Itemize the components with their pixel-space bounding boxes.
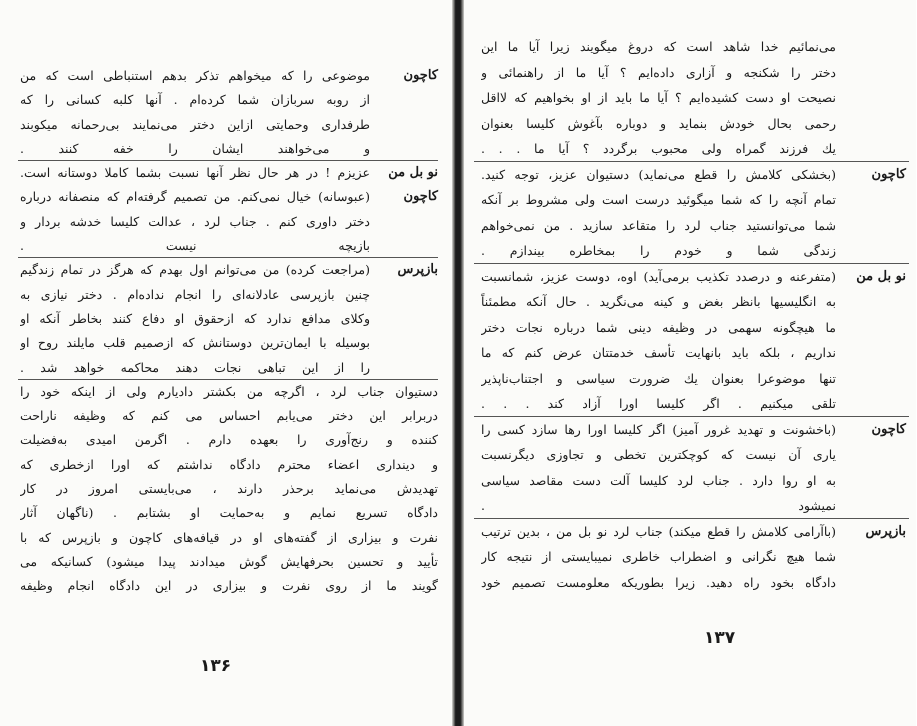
text-line <box>464 417 916 443</box>
text-line <box>0 234 452 258</box>
line-text: نمیشود . <box>481 498 836 513</box>
text-line <box>464 213 916 239</box>
text-line <box>0 550 452 574</box>
text-line <box>0 185 452 209</box>
text-line <box>464 493 916 519</box>
line-text: یاری آن نیست که کوچکترین تخطی و تجاوزی دیگرنسبت <box>481 447 836 462</box>
line-text: شما هیچ نگرانی و اضطراب خاطری نمیبایستی از نتیجه کار <box>481 549 836 564</box>
text-line <box>0 356 452 380</box>
text-line <box>464 264 916 290</box>
line-text: و دینداری اعضاء محترم دادگاه نداشتم که اورا ازخطری که <box>20 456 438 472</box>
text-line <box>464 187 916 213</box>
text-line <box>464 111 916 137</box>
text-line <box>0 137 452 161</box>
line-text: طرفداری وحمایتی ازاین دختر می‌نمایند بی‌رحمانه میکوبند <box>20 116 370 132</box>
right-page <box>464 0 916 726</box>
text-line <box>464 366 916 392</box>
text-line <box>0 88 452 112</box>
text-line <box>464 468 916 494</box>
line-text: ما هیچگونه سهمی در وظیفه دینی شما درباره نجات دختر <box>481 319 836 335</box>
line-text: چنین بازپرسی عادلانه‌ای را انجام نداده‌ام . دختر نیازی به <box>20 286 370 302</box>
text-line <box>464 136 916 162</box>
speaker-name: بازپرس <box>397 262 438 278</box>
line-text: تمام آنچه را که شما میگوئید درست است ولی مشروط بر آنکه <box>481 192 836 207</box>
line-text: نداریم ، بلکه باید بانهایت تأسف خدمتتان عرض کنم که ما <box>481 345 836 360</box>
text-line <box>0 283 452 307</box>
line-text: (عبوسانه) خیال نمی‌کنم. من تصمیم گرفته‌ام که منصفانه درباره <box>20 189 370 205</box>
text-line <box>464 34 916 60</box>
page-number-right: ۱۳۷ <box>704 628 736 648</box>
line-text: کننده و رنج‌آوری را بعهده دارم . اگرمن امیدی به‌فضیلت <box>20 432 438 448</box>
speaker-name: کاچون <box>403 68 438 83</box>
speaker-name: کاچون <box>871 166 906 182</box>
speaker-name: نو بل من <box>388 165 438 181</box>
line-text: نفرت و بیزاری از گفته‌های او در قیافه‌های کاچون و بازپرس که با <box>20 529 438 545</box>
text-line <box>464 85 916 111</box>
line-text: زندگی شما و خودم را بمخاطره بیندازم . <box>481 243 836 258</box>
line-text: دختر داوری کنم . جناب لرد ، عدالت کلیسا خدشه بردار و <box>20 213 370 229</box>
line-text: (بخشکی کلامش را قطع می‌نماید) دستیوان عزیز، توجه کنید. <box>481 166 836 182</box>
speaker-name: بازپرس <box>865 523 906 539</box>
line-text: به او روا دارد . جناب لرد کلیسا آلت دست مقاصد سیاسی <box>481 472 836 488</box>
line-text: دادگاه بخود راه دهید. زیرا بطوریکه معلومست تصمیم خود <box>481 574 836 590</box>
text-line <box>0 501 452 525</box>
line-text: بوسیله با ایمان‌ترین دوستانش که ازصمیم قلب مایلند روح او <box>20 335 370 351</box>
text-line <box>464 162 916 188</box>
text-line <box>464 570 916 596</box>
left-page-lines <box>0 64 452 599</box>
line-text: دستیوان جناب لرد ، اگرچه من بکشتر دادیارم ولی از اینکه خود را <box>20 383 438 399</box>
text-line <box>0 526 452 550</box>
book-gutter <box>452 0 464 726</box>
line-text: نصیحت او دست کشیده‌ایم ؟ آیا ما باید از او بخواهیم که لااقل <box>481 90 836 105</box>
line-text: تهدیدش می‌نماید برحذر دارند ، می‌بایستی امروز در کار <box>20 481 438 497</box>
text-line <box>0 307 452 331</box>
text-line <box>0 404 452 428</box>
line-text: بازیچه نیست . <box>20 238 370 254</box>
left-page <box>0 0 452 726</box>
speaker-name: کاچون <box>403 189 438 205</box>
line-text: (متفرعنه و درصدد تکذیب برمی‌آید) اوه، دوست عزیز، شمانسبت <box>481 268 836 284</box>
line-text: رحمی بحال خودش بنماید و دوباره بآغوش کلیسا بعنوان <box>481 115 836 131</box>
text-line <box>0 258 452 282</box>
line-text: (باآرامی کلامش را قطع میکند) جناب لرد نو بل من ، بدین ترتیب <box>481 523 836 539</box>
text-line <box>0 331 452 355</box>
text-line <box>0 210 452 234</box>
line-text: از روبه سربازان شما کرده‌ام . آنها کلبه کسانی را که <box>20 92 370 108</box>
page-number-left: ۱۳۶ <box>200 656 232 676</box>
speaker-name: کاچون <box>871 421 906 437</box>
line-text: دختر را شکنجه و آزاری داده‌ایم ؟ آیا ما از راهنمائی و <box>481 64 836 80</box>
line-text: تلقی میکنیم . اگر کلیسا اورا آزاد کند . . . <box>481 396 836 411</box>
line-text: دادگاه تسریع نمایم و به‌حمایت او بشتابم . (ناگهان آثار <box>20 505 438 521</box>
line-text: تنها موضوعرا بعنوان یك ضرورت سیاسی و اجتناب‌ناپذیر <box>481 370 836 386</box>
text-line <box>0 477 452 501</box>
line-text: وکلای مدافع ندارد که ازحقوق او دفاع کنند بخاطر آنکه او <box>20 310 370 326</box>
text-line <box>0 574 452 598</box>
text-line <box>0 64 452 88</box>
text-line <box>0 453 452 477</box>
text-line <box>464 315 916 341</box>
line-text: دربرابر این دختر می‌یابم احساس می کنم که وظیفه ناراحت <box>20 408 438 424</box>
line-text: می‌نمائیم خدا شاهد است که دروغ میگویند زیرا آیا ما این <box>481 39 836 54</box>
text-line <box>0 380 452 404</box>
line-text: موضوعی را که میخواهم تذکر بدهم استنباطی است که من <box>20 68 370 83</box>
line-text: تأیید و تحسین بحرفهایش گوش میدادند پیدا میشود) کسانیکه می‌ <box>20 553 438 569</box>
text-line <box>0 113 452 137</box>
text-line <box>0 161 452 185</box>
line-text: شما می‌توانستید جناب لرد را متقاعد سازید . من نمی‌خواهم <box>481 217 836 233</box>
line-text: و می‌خواهند ایشان را خفه کنند . <box>20 140 370 156</box>
text-line <box>0 428 452 452</box>
line-text: را از این تباهی نجات دهند محاکمه خواهد شد . <box>20 359 370 375</box>
line-text: یك فرزند گمراه ولی محبوب برگردد ؟ آیا ما . . . <box>481 141 836 156</box>
text-line <box>464 289 916 315</box>
line-text: (مراجعت کرده) من می‌توانم اول بهدم که هرگز در تمام زندگیم <box>20 262 370 278</box>
text-line <box>464 544 916 570</box>
text-line <box>464 238 916 264</box>
text-line <box>464 519 916 545</box>
line-text: گویند ما از روی نفرت و بیزاری در این دادگاه انجام وظیفه <box>20 578 438 594</box>
right-page-lines <box>464 34 916 595</box>
line-text: به انگلیسیها بانظر بغض و کینه می‌نگرید . حال آنکه مطمئناً <box>481 294 836 309</box>
text-line <box>464 60 916 86</box>
text-line <box>464 391 916 417</box>
text-line <box>464 340 916 366</box>
text-line <box>464 442 916 468</box>
line-text: عزیزم ! در هر حال نظر آنها نسبت بشما کاملا دوستانه است. <box>20 165 370 181</box>
speaker-name: نو بل من <box>856 268 906 284</box>
line-text: (باخشونت و تهدید غرور آمیز) اگر کلیسا اورا رها سازد کسی را <box>481 421 836 437</box>
